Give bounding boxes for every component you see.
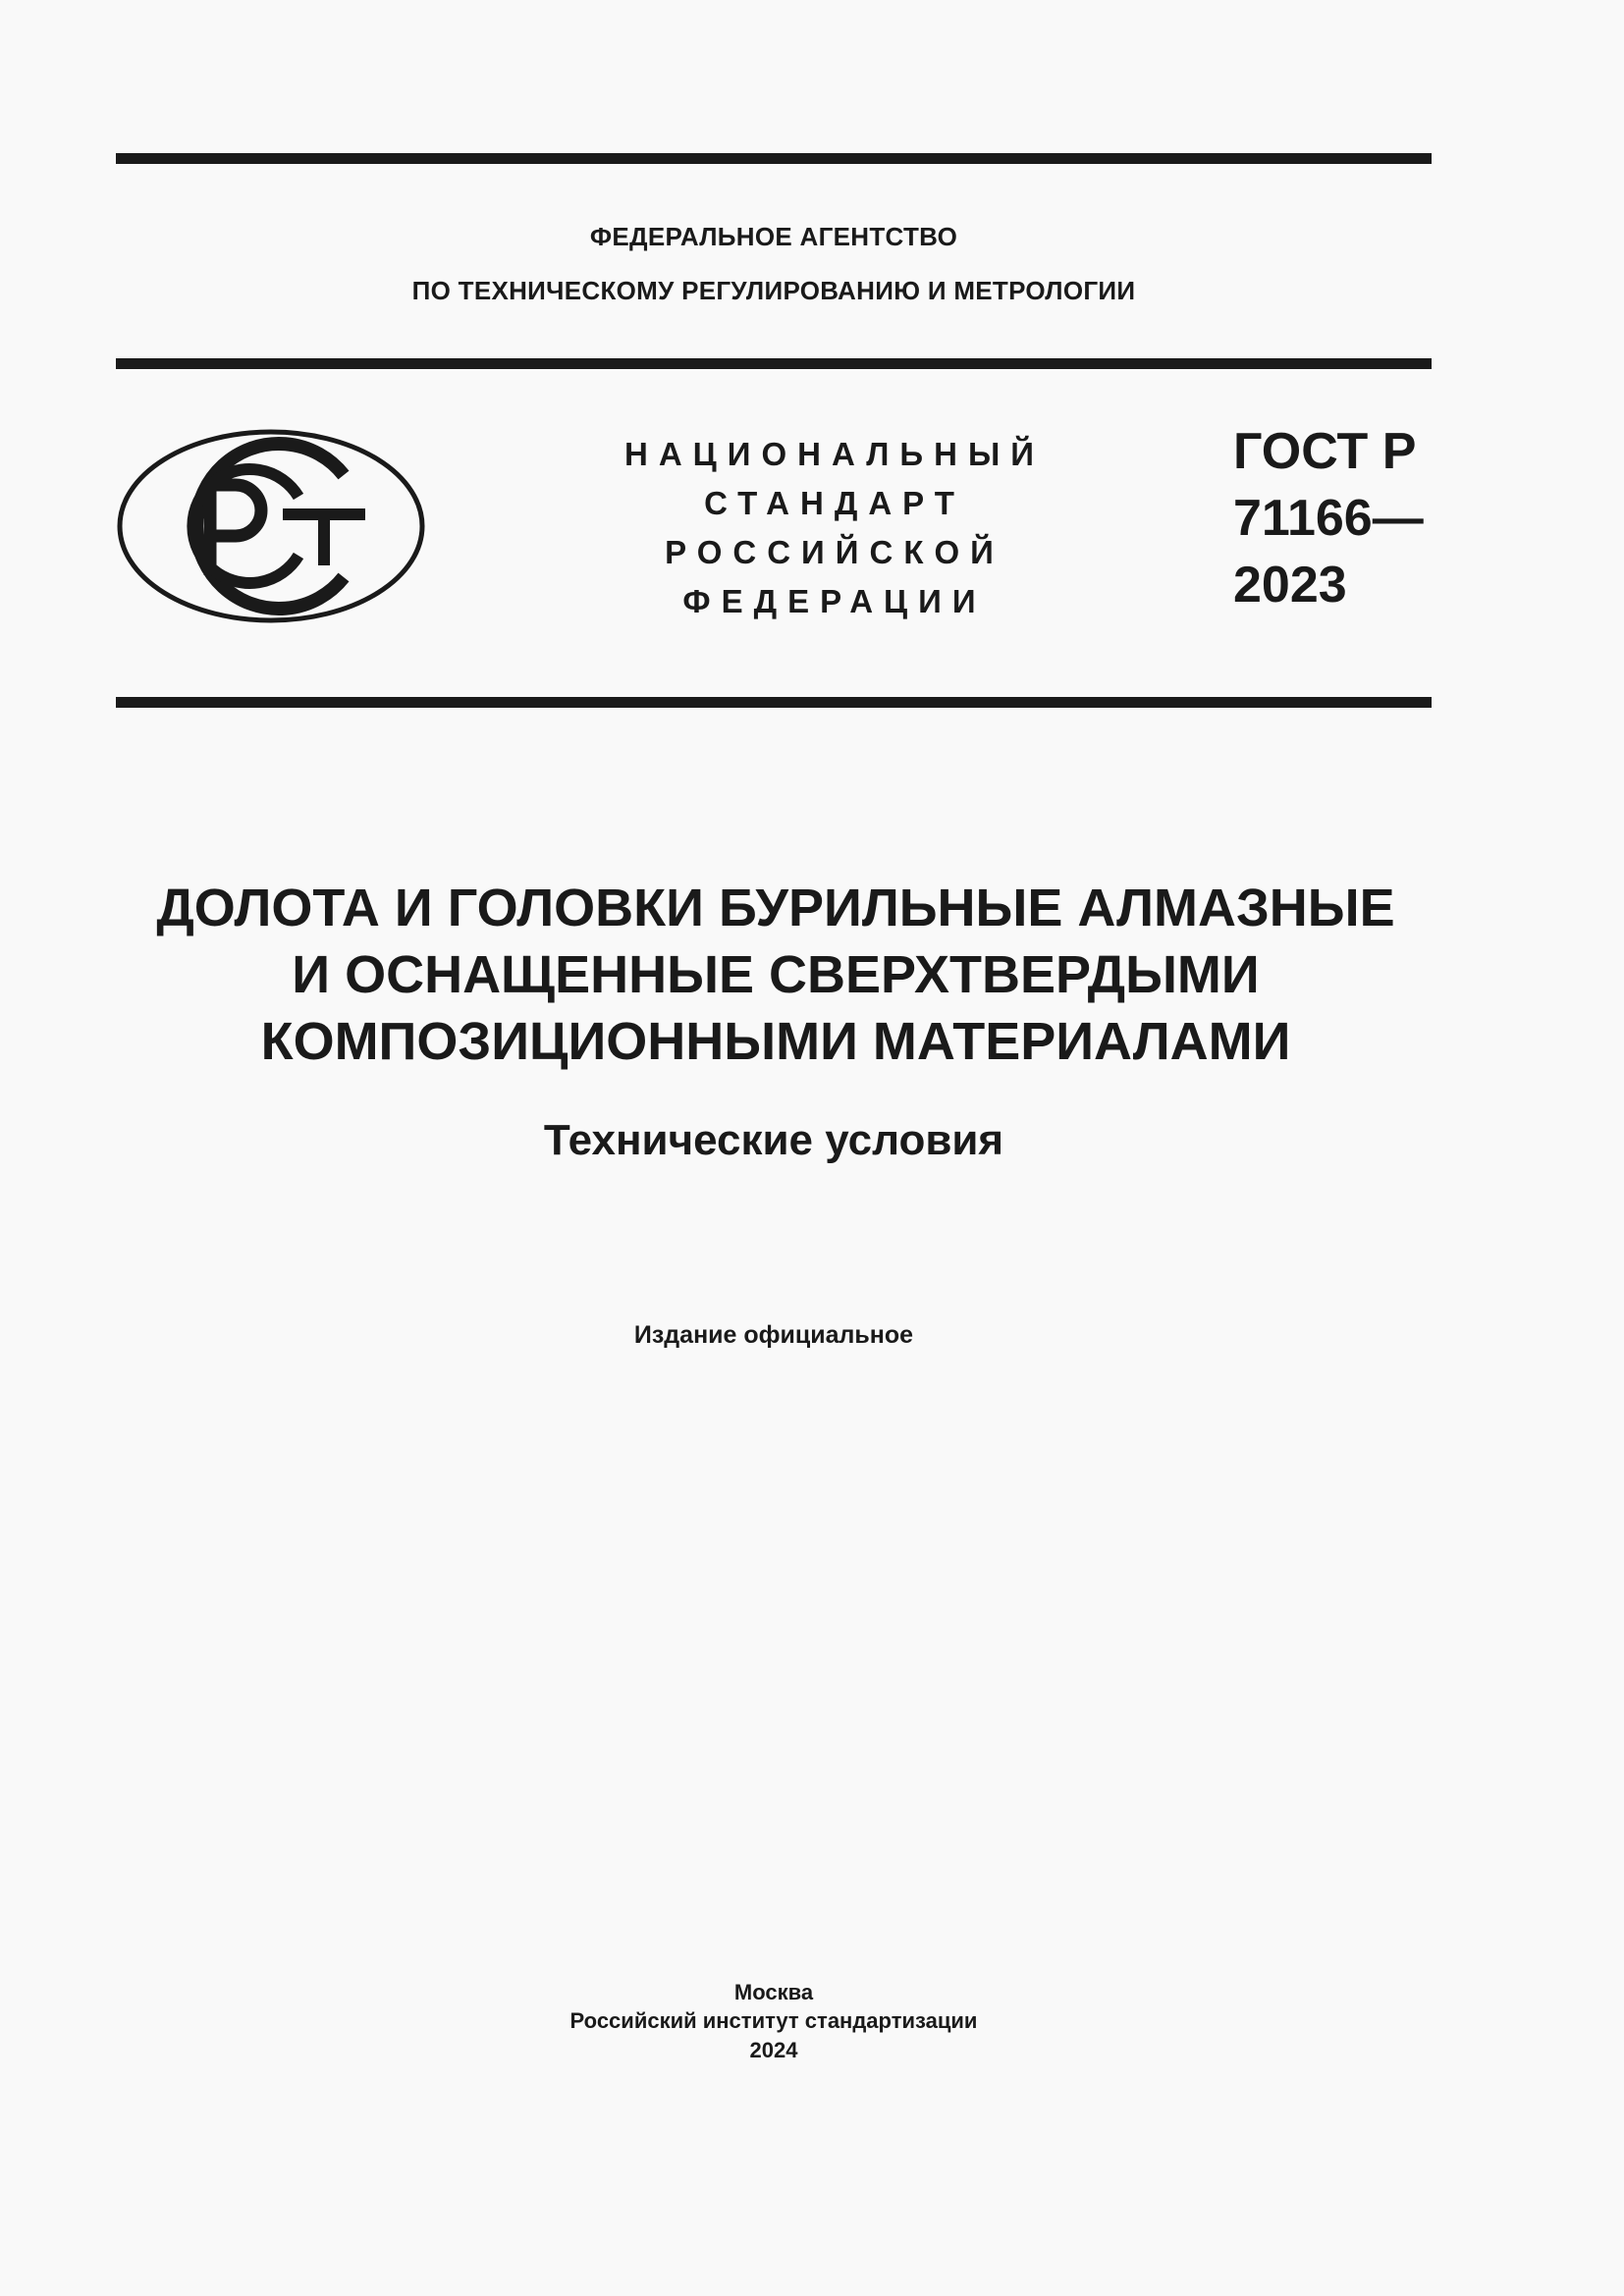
rst-conformity-mark-icon — [116, 428, 426, 624]
header-divider — [116, 358, 1432, 369]
standard-designation-line-1: ГОСТ Р — [1233, 423, 1417, 480]
document-title-line-3: КОМПОЗИЦИОННЫМИ МАТЕРИАЛАМИ — [260, 1012, 1291, 1071]
standard-type-line-2: СТАНДАРТ — [704, 485, 965, 521]
imprint-publisher: Российский институт стандартизации — [569, 2008, 978, 2033]
document-title-line-2: И ОСНАЩЕННЫЕ СВЕРХТВЕРДЫМИ — [292, 945, 1260, 1004]
imprint-year: 2024 — [749, 2038, 798, 2062]
standard-type-line-3: РОССИЙСКОЙ — [665, 534, 1004, 570]
logo-divider — [116, 697, 1432, 708]
top-divider — [116, 153, 1432, 164]
standard-designation-line-2: 71166— — [1233, 490, 1424, 547]
edition-label: Издание официальное — [633, 1321, 914, 1349]
standard-type-line-4: ФЕДЕРАЦИИ — [682, 583, 987, 619]
document-subtitle: Технические условия — [543, 1116, 1004, 1164]
agency-name-line-2: ПО ТЕХНИЧЕСКОМУ РЕГУЛИРОВАНИЮ И МЕТРОЛОГИИ — [411, 276, 1136, 305]
imprint-city: Москва — [733, 1980, 814, 2004]
standard-type-line-1: НАЦИОНАЛЬНЫЙ — [624, 436, 1045, 472]
document-title-line-1: ДОЛОТА И ГОЛОВКИ БУРИЛЬНЫЕ АЛМАЗНЫЕ — [156, 879, 1395, 937]
standard-designation-line-3: 2023 — [1233, 557, 1347, 614]
agency-name-line-1: ФЕДЕРАЛЬНОЕ АГЕНТСТВО — [589, 222, 958, 251]
